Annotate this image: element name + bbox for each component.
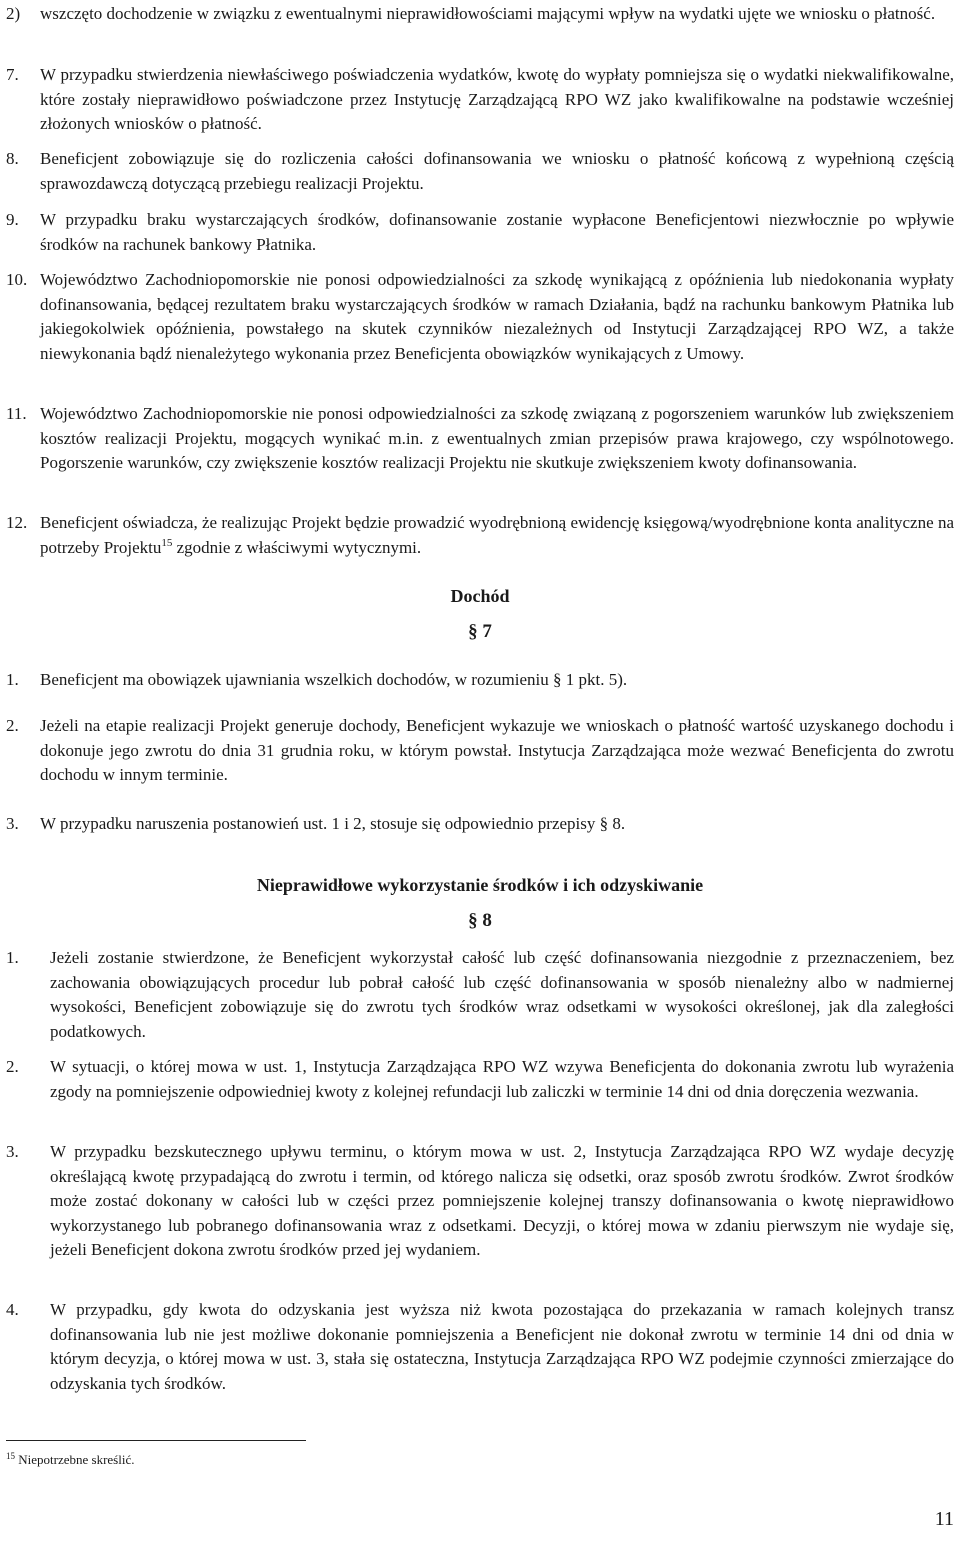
list-item xyxy=(6,63,954,137)
item-text: W przypadku stwierdzenia niewłaściwego poświadczenia wydatków, kwotę do wypłaty pomniejsza się o wydatki niekwalifikowalne, które zostały nieprawidłowo poświadczone przez Instytucję Zarządzającą RPO WZ jako kwalifikowalne na podstawie wcześniej złożonych wniosków o płatność. xyxy=(40,65,954,133)
footnote xyxy=(6,1452,134,1468)
footnote-divider xyxy=(6,1440,306,1441)
item-text-main: Beneficjent oświadcza, że realizując Projekt będzie prowadzić wyodrębnioną ewidencję księgową/wyodrębnione konta analityczne na potrzeby Projektu xyxy=(40,513,954,557)
item-text xyxy=(40,511,954,560)
item-number: 1. xyxy=(6,670,19,689)
item-text: Województwo Zachodniopomorskie nie ponosi odpowiedzialności za szkodę wynikającą z opóźnienia lub niedokonania wypłaty dofinansowania, będącej rezultatem braku wystarczających środków w ramach Działania, bądź na rachunku bankowym Płatnika lub jakiegokolwiek opóźnienia, powstałego na skutek czynników niezależnych od Instytucji Zarządzającej RPO WZ, a także niewykonania bądź nienależytego wykonania przez Beneficjenta obowiązków wynikających z Umowy. xyxy=(40,270,954,363)
item-number: 3. xyxy=(6,1142,19,1161)
item-number: 1. xyxy=(6,948,19,967)
item-text: W przypadku naruszenia postanowień ust. 1 i 2, stosuje się odpowiednio przepisy § 8. xyxy=(40,814,626,833)
item-number: 2) xyxy=(6,4,21,23)
item-number: 2. xyxy=(6,1057,19,1076)
list-item xyxy=(6,402,954,476)
item-number: 10. xyxy=(6,270,28,289)
list-item xyxy=(6,208,954,257)
item-text: Jeżeli na etapie realizacji Projekt generuje dochody, Beneficjent wykazuje we wnioskach o płatność wartość uzyskanego dochodu i dokonuje jego zwrotu do dnia 31 grudnia roku, w którym powstał. Instytucja Zarządzająca może wezwać Beneficjenta do zwrotu dochodu w innym terminie. xyxy=(40,716,954,784)
page-number: 11 xyxy=(934,1508,954,1530)
list-item xyxy=(6,668,954,693)
list-item xyxy=(6,511,954,560)
item-number: 12. xyxy=(6,513,28,532)
list-item xyxy=(6,2,954,27)
section-heading-nieprawidlowe: Nieprawidłowe wykorzystanie środków i ich odzyskiwanie xyxy=(256,875,704,895)
list-item xyxy=(6,147,954,196)
item-text: W przypadku, gdy kwota do odzyskania jest wyższa niż kwota pozostająca do przekazania w ramach kolejnych transz dofinansowania lub nie jest możliwe dokonanie pomniejszenia a Beneficjent nie dokonał zwrotu w terminie 14 dni od dnia w którym decyzja, o której mowa w ust. 3, stała się ostateczna, Instytucja Zarządzająca RPO WZ podejmie czynności zmierzające do odzyskania tych środków. xyxy=(50,1300,954,1393)
item-text: W sytuacji, o której mowa w ust. 1, Instytucja Zarządzająca RPO WZ wzywa Beneficjenta do dokonania zwrotu lub wyrażenia zgody na pomniejszenie odpowiedniej kwoty z kolejnej refundacji lub zaliczki w terminie 14 dni od dnia doręczenia wezwania. xyxy=(50,1057,954,1101)
list-item xyxy=(6,714,954,788)
list-item xyxy=(6,1055,954,1104)
footnote-text: Niepotrzebne skreślić. xyxy=(15,1452,135,1467)
item-number: 3. xyxy=(6,814,19,833)
item-text: wszczęto dochodzenie w związku z ewentualnymi nieprawidłowościami mającymi wpływ na wydatki ujęte we wniosku o płatność. xyxy=(40,4,936,23)
item-number: 8. xyxy=(6,149,19,168)
item-number: 2. xyxy=(6,716,19,735)
item-text: W przypadku bezskutecznego upływu terminu, o którym mowa w ust. 2, Instytucja Zarządzająca RPO WZ wydaje decyzję określającą kwotę przypadającą do zwrotu i termin, od którego nalicza się odsetki, oraz sposób zwrotu środków. Zwrot środków może zostać dokonany w całości lub w części przez pomniejszenie kolejnej transzy dofinansowania o kwotę nieprawidłowo wykorzystanego lub pobranego dofinansowania wraz z odsetkami. Decyzji, o której mowa w zdaniu pierwszym nie wydaje się, jeżeli Beneficjent dokona zwrotu środków przed jej wydaniem. xyxy=(50,1142,954,1259)
paragraph-number-8: § 8 xyxy=(468,910,492,931)
item-text: Beneficjent ma obowiązek ujawniania wszelkich dochodów, w rozumieniu § 1 pkt. 5). xyxy=(40,670,628,689)
item-text: Beneficjent zobowiązuje się do rozliczenia całości dofinansowania we wniosku o płatność końcową z wypełnioną częścią sprawozdawczą dotyczącą przebiegu realizacji Projektu. xyxy=(40,149,954,193)
item-number: 11. xyxy=(6,404,27,423)
footnote-reference: 15 xyxy=(161,536,173,549)
item-text: Województwo Zachodniopomorskie nie ponosi odpowiedzialności za szkodę związaną z pogorszeniem warunków lub zwiększeniem kosztów realizacji Projektu, mogących wynikać m.in. z ewentualnych zmian przepisów prawa krajowego, czy wspólnotowego. Pogorszenie warunków, czy zwiększenie kosztów realizacji Projektu nie skutkuje zwiększeniem kwoty dofinansowania. xyxy=(40,404,954,472)
item-number: 4. xyxy=(6,1300,19,1319)
list-item xyxy=(6,946,954,1044)
item-number: 9. xyxy=(6,210,19,229)
item-number: 7. xyxy=(6,65,19,84)
list-item xyxy=(6,268,954,366)
list-item xyxy=(6,1298,954,1396)
list-item xyxy=(6,812,954,837)
item-text: Jeżeli zostanie stwierdzone, że Beneficjent wykorzystał całość lub część dofinansowania niezgodnie z przeznaczeniem, bez zachowania obowiązujących procedur lub pobrał całość lub część dofinansowania w sposób nienależny albo w nadmiernej wysokości, Beneficjent zobowiązuje się do zwrotu tych środków wraz odsetkami w wysokości określonej, jak dla zaległości podatkowych. xyxy=(50,948,954,1041)
item-text: W przypadku braku wystarczających środków, dofinansowanie zostanie wypłacone Beneficjentowi niezwłocznie po wpływie środków na rachunek bankowy Płatnika. xyxy=(40,210,954,254)
footnote-number: 15 xyxy=(6,1451,15,1461)
paragraph-number-7: § 7 xyxy=(468,621,492,642)
section-heading-dochod: Dochód xyxy=(450,586,510,606)
item-text-tail: zgodnie z właściwymi wytycznymi. xyxy=(172,537,422,557)
list-item xyxy=(6,1140,954,1263)
